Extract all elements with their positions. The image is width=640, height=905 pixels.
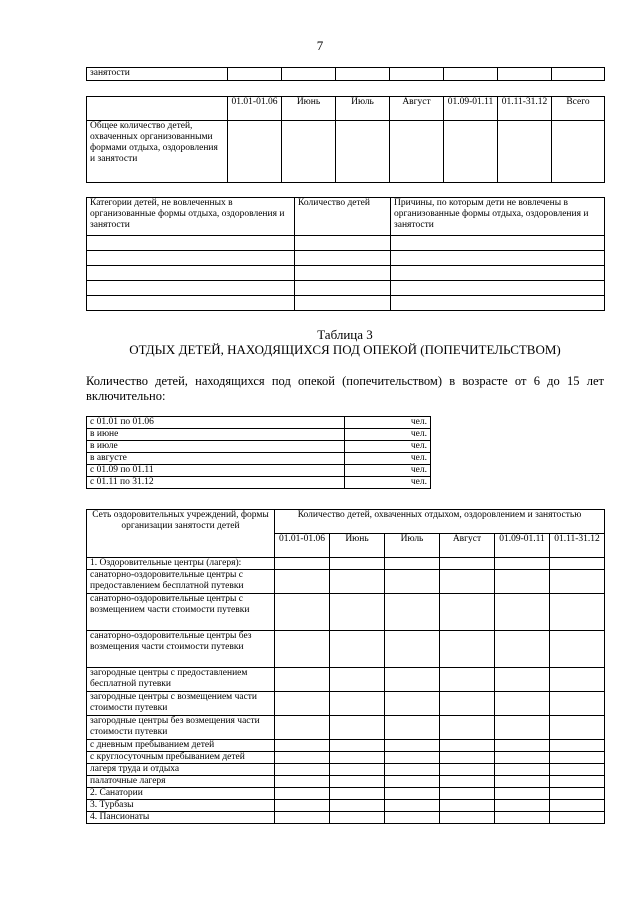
total-header-sum: Всего [552, 97, 605, 121]
network-group-header: Количество детей, охваченных отдыхом, оздоровлением и занятостью [275, 510, 605, 534]
network-row-label: загородные центры без возмещения части стоимости путевки [87, 716, 275, 740]
network-row-label: 3. Турбазы [87, 800, 275, 812]
count-unit: чел. [345, 465, 431, 477]
empty-cell[interactable] [295, 251, 391, 266]
uninvolved-categories-table [86, 197, 605, 311]
network-period-header: 01.09-01.11 [495, 534, 550, 558]
top-table-fragment [86, 67, 605, 81]
network-period-header: Август [440, 534, 495, 558]
network-row-label: загородные центры с возмещением части стоимости путевки [87, 692, 275, 716]
empty-cell[interactable] [391, 296, 605, 311]
count-description: Количество детей, находящихся под опекой (попечительством) в возрасте от 6 до 15 лет включительно: [86, 374, 604, 403]
total-children-table [86, 96, 605, 183]
count-period-label: с 01.09 по 01.11 [87, 465, 345, 477]
total-header-period: Август [390, 97, 444, 121]
table3-title: ОТДЫХ ДЕТЕЙ, НАХОДЯЩИХСЯ ПОД ОПЕКОЙ (ПОПЕЧИТЕЛЬСТВОМ) [129, 342, 561, 357]
empty-cell[interactable] [87, 281, 295, 296]
empty-cell[interactable] [87, 236, 295, 251]
categories-header: Категории детей, не вовлеченных в организованные формы отдыха, оздоровления и занятости [87, 198, 295, 236]
empty-cell[interactable] [87, 296, 295, 311]
network-row-label: 4. Пансионаты [87, 812, 275, 824]
table3-heading [86, 327, 604, 357]
empty-cell[interactable] [87, 266, 295, 281]
empty-cell[interactable] [391, 281, 605, 296]
recreation-network-table [86, 509, 605, 824]
network-row-label: санаторно-оздоровительные центры с возмещением части стоимости путевки [87, 594, 275, 631]
count-period-label: в августе [87, 453, 345, 465]
total-header-period: Июнь [282, 97, 336, 121]
empty-cell[interactable] [391, 266, 605, 281]
count-period-label: в июне [87, 429, 345, 441]
count-period-label: с 01.11 по 31.12 [87, 477, 345, 489]
network-period-header: 01.11-31.12 [550, 534, 605, 558]
total-header-period: 01.01-01.06 [228, 97, 282, 121]
network-row-label: 1. Оздоровительные центры (лагеря): [87, 558, 275, 570]
count-header: Количество детей [295, 198, 391, 236]
empty-cell[interactable] [295, 281, 391, 296]
empty-cell[interactable] [391, 236, 605, 251]
empty-cell[interactable] [391, 251, 605, 266]
total-row-label: Общее количество детей, охваченных организованными формами отдыха, оздоровления и занятости [87, 121, 228, 183]
network-row-label: санаторно-оздоровительные центры с предоставлением бесплатной путевки [87, 570, 275, 594]
count-unit: чел. [345, 441, 431, 453]
network-col1-header: Сеть оздоровительных учреждений, формы организации занятости детей [87, 510, 275, 558]
network-row-label: палаточные лагеря [87, 776, 275, 788]
network-row-label: с круглосуточным пребыванием детей [87, 752, 275, 764]
network-period-header: 01.01-01.06 [275, 534, 330, 558]
network-row-label: загородные центры с предоставлением бесплатной путевки [87, 668, 275, 692]
count-unit: чел. [345, 477, 431, 489]
empty-cell[interactable] [295, 296, 391, 311]
count-unit: чел. [345, 453, 431, 465]
network-row-label: санаторно-оздоровительные центры без возмещения части стоимости путевки [87, 631, 275, 668]
total-header-period: Июль [336, 97, 390, 121]
top-table-row-label: занятости [87, 68, 228, 81]
total-header-period: 01.11-31.12 [498, 97, 552, 121]
network-row-label: с дневным пребыванием детей [87, 740, 275, 752]
total-header-period: 01.09-01.11 [444, 97, 498, 121]
page-number: 7 [316, 38, 324, 53]
network-period-header: Июнь [330, 534, 385, 558]
empty-cell[interactable] [295, 266, 391, 281]
network-row-label: лагеря труда и отдыха [87, 764, 275, 776]
count-unit: чел. [345, 417, 431, 429]
count-period-label: в июле [87, 441, 345, 453]
count-unit: чел. [345, 429, 431, 441]
guardianship-count-table [86, 416, 431, 489]
reasons-header: Причины, по которым дети не вовлечены в организованные формы отдыха, оздоровления и занятости [391, 198, 605, 236]
network-row-label: 2. Санатории [87, 788, 275, 800]
table3-label: Таблица 3 [317, 327, 373, 342]
empty-cell[interactable] [295, 236, 391, 251]
network-period-header: Июль [385, 534, 440, 558]
empty-cell[interactable] [87, 251, 295, 266]
count-period-label: с 01.01 по 01.06 [87, 417, 345, 429]
